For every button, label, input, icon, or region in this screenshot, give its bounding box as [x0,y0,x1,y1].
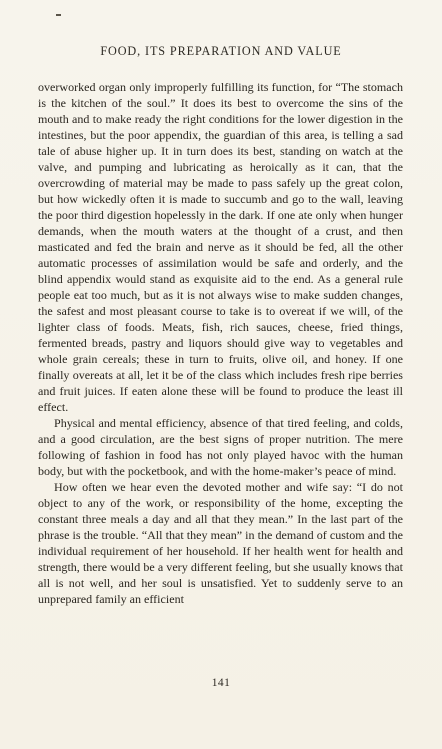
page-number: 141 [211,677,231,689]
paragraph-mother-wife: How often we hear even the devoted mother and wife say: “I do not object to any of the work, or responsibility of the home, excepting the constant three meals a day and all that they mean.” In the last part of the phrase is the trouble. “All that they mean” in the demand of custom and the individual requirement of her household. If her health went for health and strength, there would be a very different feeling, but she usually knows that all is not well, and her soul is unsatisfied. Yet to suddenly serve to an unprepared family an efficient [38,479,403,606]
running-header: FOOD, ITS PREPARATION AND VALUE [100,44,342,58]
paragraph-continued: overworked organ only improperly fulfilling its function, for “The stomach is the kitchen of the soul.” It does its best to overcome the sins of the mouth and to make ready the right conditions for the lower digestion in the intestines, but the poor appendix, the guardian of this area, is telling a sad tale of abuse higher up. It in turn does its best, standing on watch at the valve, and pumping and lubricating as heroically as it can, that the overcrowding of material may be made to pass safely up the great colon, but how wickedly often it is made to succumb and go to the wall, leaving the poor third digestion hopelessly in the dark. If one ate only when hunger demands, when the mouth waters at the thought of a crust, and then masticated and fed the brain and nerve as it should be fed, all the other automatic processes of assimilation would be safe and orderly, and the blind appendix would stand as exquisite aid to the end. As a general rule people eat too much, but as it is not always wise to make sudden changes, the safest and most pleasant course to take is to overeat if we will, of the lighter class of foods. Meats, fish, rich sauces, cheese, fried things, fermented breads, pastry and liquors should give way to vegetables and whole grain cereals; these in turn to fruits, olive oil, and honey. If one finally overeats at all, let it be of the class which includes fresh ripe berries and fruit juices. If eaten alone these will be found to produce the least ill effect. [38,80,403,414]
printer-mark [56,14,61,16]
body-text [38,80,403,607]
paragraph-efficiency: Physical and mental efficiency, absence of that tired feeling, and colds, and a good circulation, are the best signs of proper nutrition. The mere following of fashion in food has not only played havoc with the human body, but with the pocketbook, and with the home-maker’s peace of mind. [38,415,403,478]
